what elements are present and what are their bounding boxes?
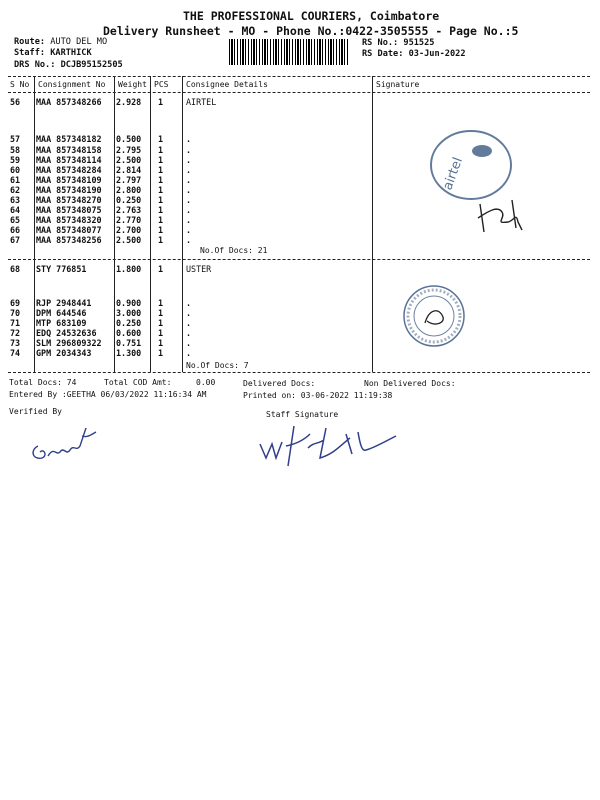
rs-no-value: 951525 bbox=[403, 38, 435, 48]
cell-weight: 2.800 bbox=[116, 185, 142, 195]
printed-on: Printed on: 03-06-2022 11:19:38 bbox=[243, 391, 393, 400]
cell-weight: 2.814 bbox=[116, 165, 142, 175]
cell-pcs: 1 bbox=[158, 308, 164, 318]
drs-label: DRS No.: bbox=[14, 60, 56, 70]
cell-sno: 65 bbox=[10, 215, 21, 225]
staff-signature-label: Staff Signature bbox=[266, 410, 339, 419]
cell-sno: 69 bbox=[10, 298, 21, 308]
cell-consignment: STY 776851 bbox=[36, 264, 87, 274]
cell-pcs: 1 bbox=[158, 97, 164, 107]
runsheet-title: Delivery Runsheet - MO - Phone No.:0422-3505555 - Page No.:5 bbox=[103, 24, 519, 38]
delivered-docs: Delivered Docs: bbox=[243, 379, 316, 388]
cell-pcs: 1 bbox=[158, 235, 164, 245]
cell-consignee: . bbox=[186, 165, 192, 175]
uster-stamp bbox=[399, 281, 469, 351]
route-label: Route: bbox=[14, 37, 46, 47]
cell-consignment: EDQ 24532636 bbox=[36, 328, 97, 338]
staff-field bbox=[14, 48, 92, 58]
cell-weight: 0.250 bbox=[116, 195, 142, 205]
cell-sno: 61 bbox=[10, 175, 21, 185]
cell-sno: 62 bbox=[10, 185, 21, 195]
cell-pcs: 1 bbox=[158, 225, 164, 235]
cell-weight: 0.600 bbox=[116, 328, 142, 338]
table-row bbox=[0, 348, 600, 359]
entered-by: Entered By :GEETHA 06/03/2022 11:16:34 AM bbox=[9, 390, 207, 399]
cell-consignee: . bbox=[186, 328, 192, 338]
cell-pcs: 1 bbox=[158, 205, 164, 215]
cell-consignment: MAA 857348075 bbox=[36, 205, 102, 215]
cell-sno: 58 bbox=[10, 145, 21, 155]
cell-consignment: MAA 857348266 bbox=[36, 97, 102, 107]
cell-consignee: . bbox=[186, 134, 192, 144]
table-bottom-rule bbox=[8, 372, 590, 373]
cell-weight: 2.500 bbox=[116, 235, 142, 245]
table-top-rule bbox=[8, 76, 590, 77]
cell-sno: 70 bbox=[10, 308, 21, 318]
cell-consignment: MAA 857348284 bbox=[36, 165, 102, 175]
cell-consignee: USTER bbox=[186, 264, 212, 274]
cell-consignee: . bbox=[186, 338, 192, 348]
cell-consignment: MTP 683109 bbox=[36, 318, 87, 328]
cell-weight: 2.928 bbox=[116, 97, 142, 107]
cell-sno: 59 bbox=[10, 155, 21, 165]
cell-sno: 71 bbox=[10, 318, 21, 328]
cell-sno: 63 bbox=[10, 195, 21, 205]
cell-consignee: . bbox=[186, 215, 192, 225]
col-consignee-details: Consignee Details bbox=[186, 80, 268, 89]
cell-consignment: MAA 857348158 bbox=[36, 145, 102, 155]
cell-consignment: MAA 857348077 bbox=[36, 225, 102, 235]
cell-pcs: 1 bbox=[158, 134, 164, 144]
staff-signature bbox=[254, 414, 404, 470]
cell-pcs: 1 bbox=[158, 175, 164, 185]
cell-consignee: . bbox=[186, 185, 192, 195]
cell-pcs: 1 bbox=[158, 264, 164, 274]
cell-pcs: 1 bbox=[158, 165, 164, 175]
cell-weight: 2.797 bbox=[116, 175, 142, 185]
cell-consignee: . bbox=[186, 225, 192, 235]
verified-by-label: Verified By bbox=[9, 407, 62, 416]
col-sno: S No bbox=[10, 80, 30, 89]
cell-sno: 64 bbox=[10, 205, 21, 215]
cell-consignment: MAA 857348320 bbox=[36, 215, 102, 225]
rs-date-value: 03-Jun-2022 bbox=[408, 49, 466, 59]
cell-weight: 2.700 bbox=[116, 225, 142, 235]
total-cod-value: 0.00 bbox=[196, 378, 216, 387]
cell-sno: 72 bbox=[10, 328, 21, 338]
drs-field bbox=[14, 60, 123, 70]
staff-label: Staff: bbox=[14, 48, 46, 58]
cell-weight: 3.000 bbox=[116, 308, 142, 318]
group-doc-count: No.Of Docs: 21 bbox=[200, 246, 268, 255]
cell-consignee: . bbox=[186, 175, 192, 185]
staff-value: KARTHICK bbox=[50, 48, 92, 58]
cell-consignee: . bbox=[186, 318, 192, 328]
non-delivered-docs: Non Delivered Docs: bbox=[364, 379, 456, 388]
cell-pcs: 1 bbox=[158, 298, 164, 308]
cell-weight: 1.800 bbox=[116, 264, 142, 274]
cell-consignment: MAA 857348256 bbox=[36, 235, 102, 245]
rs-no-label: RS No.: bbox=[362, 38, 399, 48]
cell-sno: 67 bbox=[10, 235, 21, 245]
company-name: THE PROFESSIONAL COURIERS, Coimbatore bbox=[183, 9, 440, 23]
cell-sno: 74 bbox=[10, 348, 21, 358]
cell-pcs: 1 bbox=[158, 145, 164, 155]
cell-sno: 57 bbox=[10, 134, 21, 144]
cell-pcs: 1 bbox=[158, 215, 164, 225]
cell-consignee: . bbox=[186, 145, 192, 155]
table-row bbox=[0, 264, 600, 275]
consignee-signature-1 bbox=[472, 192, 532, 238]
col-consignment: Consignment No bbox=[38, 80, 106, 89]
cell-consignment: MAA 857348270 bbox=[36, 195, 102, 205]
airtel-stamp-text: airtel bbox=[440, 155, 466, 193]
cell-weight: 2.770 bbox=[116, 215, 142, 225]
table-row bbox=[0, 97, 600, 108]
cell-sno: 68 bbox=[10, 264, 21, 274]
cell-consignee: . bbox=[186, 155, 192, 165]
cell-weight: 0.900 bbox=[116, 298, 142, 308]
total-docs: Total Docs: 74 bbox=[9, 378, 77, 387]
cell-pcs: 1 bbox=[158, 155, 164, 165]
cell-consignment: DPM 644546 bbox=[36, 308, 87, 318]
cell-weight: 1.300 bbox=[116, 348, 142, 358]
cell-consignee: AIRTEL bbox=[186, 97, 217, 107]
cell-consignment: RJP 2948441 bbox=[36, 298, 92, 308]
cell-sno: 56 bbox=[10, 97, 21, 107]
col-signature: Signature bbox=[376, 80, 420, 89]
cell-consignment: MAA 857348190 bbox=[36, 185, 102, 195]
cell-consignment: MAA 857348114 bbox=[36, 155, 102, 165]
cell-pcs: 1 bbox=[158, 185, 164, 195]
table-header-rule bbox=[8, 92, 590, 93]
cell-consignee: . bbox=[186, 308, 192, 318]
route-value: AUTO DEL MO bbox=[50, 37, 108, 47]
cell-consignee: . bbox=[186, 195, 192, 205]
cell-consignment: SLM 296809322 bbox=[36, 338, 102, 348]
cell-consignee: . bbox=[186, 348, 192, 358]
cell-weight: 0.500 bbox=[116, 134, 142, 144]
cell-pcs: 1 bbox=[158, 195, 164, 205]
cell-consignment: GPM 2034343 bbox=[36, 348, 92, 358]
cell-consignee: . bbox=[186, 205, 192, 215]
rs-date-label: RS Date: bbox=[362, 49, 404, 59]
cell-weight: 2.795 bbox=[116, 145, 142, 155]
cell-weight: 0.751 bbox=[116, 338, 142, 348]
barcode bbox=[229, 39, 349, 65]
col-pcs: PCS bbox=[154, 80, 169, 89]
drs-value: DCJB95152505 bbox=[60, 60, 123, 70]
total-cod-label: Total COD Amt: bbox=[104, 378, 172, 387]
rs-date-field bbox=[362, 49, 466, 59]
cell-pcs: 1 bbox=[158, 348, 164, 358]
cell-pcs: 1 bbox=[158, 318, 164, 328]
cell-sno: 66 bbox=[10, 225, 21, 235]
rs-no-field bbox=[362, 38, 434, 48]
cell-consignment: MAA 857348109 bbox=[36, 175, 102, 185]
group-doc-count: No.Of Docs: 7 bbox=[186, 361, 249, 370]
verifier-signature bbox=[26, 416, 116, 466]
cell-consignee: . bbox=[186, 298, 192, 308]
cell-weight: 2.763 bbox=[116, 205, 142, 215]
cell-sno: 73 bbox=[10, 338, 21, 348]
cell-weight: 2.500 bbox=[116, 155, 142, 165]
cell-pcs: 1 bbox=[158, 328, 164, 338]
cell-sno: 60 bbox=[10, 165, 21, 175]
col-weight: Weight bbox=[118, 80, 147, 89]
group-separator bbox=[8, 259, 590, 260]
route-field bbox=[14, 37, 107, 47]
cell-consignee: . bbox=[186, 235, 192, 245]
cell-consignment: MAA 857348182 bbox=[36, 134, 102, 144]
cell-pcs: 1 bbox=[158, 338, 164, 348]
cell-weight: 0.250 bbox=[116, 318, 142, 328]
